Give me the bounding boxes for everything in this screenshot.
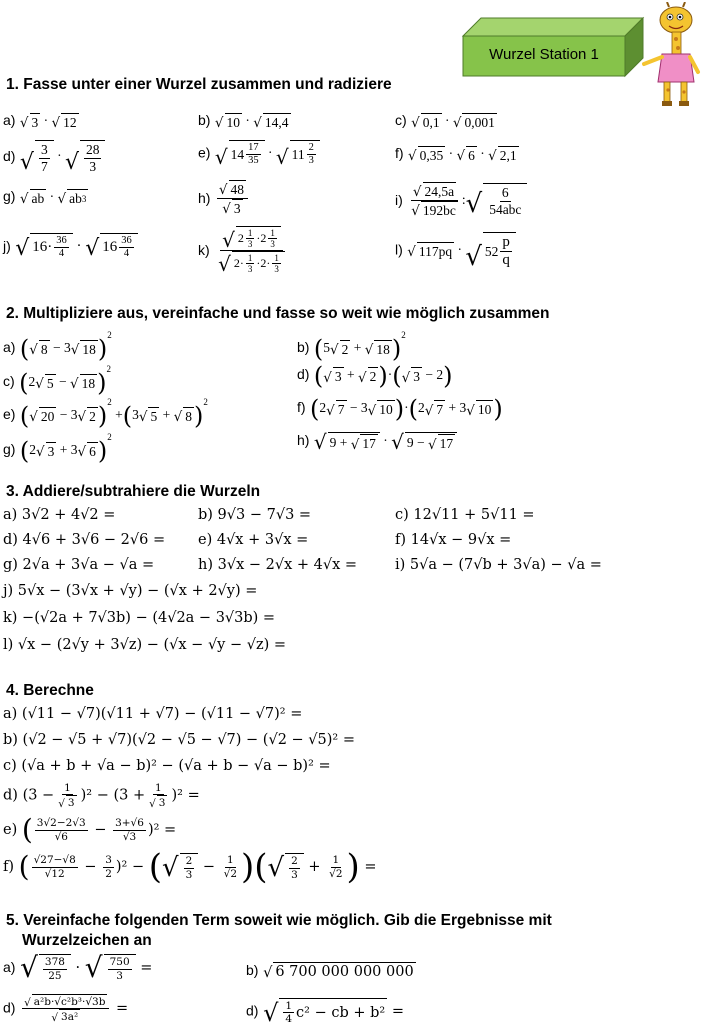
exercise-2b: b) (5 √ 2 + √ 18 )$^2$: [297, 330, 406, 363]
section-4-title: 4. Berechne: [6, 682, 94, 699]
section-1-title: 1. Fasse unter einer Wurzel zusammen und radiziere: [6, 76, 392, 93]
exercise-5d: d) √ $\frac{1}{4}$ c² − cb + b² =: [246, 999, 404, 1028]
exercise-2a: a) ( √ 8 − 3 √ 18 )$^2$: [3, 330, 112, 363]
header-title: Wurzel Station 1: [489, 46, 599, 63]
exercise-3j: j) 5√x − (3√x + √y) − (√x + 2√y) =: [3, 583, 258, 599]
exercise-3d: d) 4√6 + 3√6 − 2√6 =: [3, 532, 166, 548]
exercise-1d: d) √ $\frac{3}{7}$ · √ $\frac{28}{3}$: [3, 140, 105, 174]
exercise-1k: k) √ 2 $\frac{1}{3}$ · 2 $\frac{1}{3}$ √ 2 · $\frac{1}{3}$ · 2 · $\frac{1}{3}$: [198, 226, 289, 274]
exercise-1i: i) √ 24,5a √ 192bc : √ $\frac{6}{\text{54abc}}$: [395, 182, 527, 218]
exercise-1l: l) √ 117pq · √ 52 $\frac{p}{q}$: [395, 232, 516, 270]
exercise-3c: c) 12√11 + 5√11 =: [395, 507, 535, 523]
exercise-1f: f) √ 0,35 · √ 6 · √ 2,1: [395, 145, 517, 165]
exercise-2c: c) (2 √ 5 − √ 18 )$^2$: [3, 364, 111, 397]
exercise-2f: f) (2 √ 7 − 3 √ 10 )·(2 √ 7 + 3 √ 10 ): [297, 395, 503, 423]
exercise-4c: c) (√a + b + √a − b)² − (√a + b − √a − b)² =: [3, 758, 331, 774]
exercise-1e: e) √ 14 $\frac{17}{35}$ · √ 11 $\frac{2}{3}$: [198, 140, 320, 167]
exercise-3f: f) 14√x − 9√x =: [395, 532, 512, 548]
exercise-3a: a) 3√2 + 4√2 =: [3, 507, 116, 523]
exercise-5c: d) √ a²b·√c²b³·√3b √ 3a² =: [3, 996, 129, 1024]
exercise-4d: d) (3 − 1 √ 3 )² − (3 + 1 √ 3 )² =: [3, 782, 200, 810]
exercise-4f: f) ( $\frac{√27-√8}{√12}$ − $\frac{3}{2}$ )² − ( √ $\frac{2}{3}$ − $\frac{1}{√2}$ )( √ $\frac{2}{3}$ + $\frac{1}{√2}$ ) =: [3, 847, 377, 887]
exercise-1h: h) √ 48 √ 3: [198, 180, 250, 216]
exercise-1g: g) √ ab · √ ab 3: [3, 188, 87, 208]
exercise-2d: d) ( √ 3 + √ 2 )·( √ 3 − 2): [297, 362, 453, 390]
exercise-1a: a) √ 3 · √ 12: [3, 112, 77, 132]
section-5-title-line2: Wurzelzeichen an: [22, 932, 152, 949]
exercise-2h: h) √ 9 + √ 17 · √ 9 − √ 17: [297, 432, 457, 452]
exercise-2e: e) ( √ 20 − 3 √ 2 )$^2$ +(3 √ 5 + √ 8 )$^2$: [3, 397, 208, 430]
giraffe-mascot-icon: [636, 2, 702, 108]
section-2-title: 2. Multipliziere aus, vereinfache und fasse so weit wie möglich zusammen: [6, 305, 550, 322]
exercise-4b: b) (√2 − √5 + √7)(√2 − √5 − √7) − (√2 − √5)² =: [3, 732, 355, 748]
section-3-title: 3. Addiere/subtrahiere die Wurzeln: [6, 483, 261, 500]
exercise-4e: e) ( $\frac{3√2-2√3}{√6}$ − $\frac{3+√6}{√3}$ )² =: [3, 813, 177, 846]
exercise-1j: j) √ 16 · $\frac{36}{4}$ · √ 16 $\frac{36}{4}$: [3, 233, 138, 260]
exercise-2g: g) (2 √ 3 + 3 √ 6 )$^2$: [3, 432, 112, 465]
exercise-1b: b) √ 10 · √ 14,4: [198, 112, 289, 132]
exercise-4a: a) (√11 − √7)(√11 + √7) − (√11 − √7)² =: [3, 706, 303, 722]
exercise-3i: i) 5√a − (7√b + 3√a) − √a =: [395, 557, 602, 573]
section-5-title: 5. Vereinfache folgenden Term soweit wie möglich. Gib die Ergebnisse mit: [6, 912, 552, 929]
exercise-3k: k) −(√2a + 7√3b) − (4√2a − 3√3b) =: [3, 610, 276, 626]
exercise-5a: a) √ $\frac{378}{25}$ · √ $\frac{750}{3}$ =: [3, 951, 153, 984]
exercise-3g: g) 2√a + 3√a − √a =: [3, 557, 155, 573]
exercise-5b: b) √ 6 700 000 000 000: [246, 962, 414, 981]
exercise-3h: h) 3√x − 2√x + 4√x =: [198, 557, 358, 573]
exercise-3e: e) 4√x + 3√x =: [198, 532, 309, 548]
exercise-1c: c) √ 0,1 · √ 0,001: [395, 112, 495, 132]
exercise-3b: b) 9√3 − 7√3 =: [198, 507, 312, 523]
exercise-3l: l) √x − (2√y + 3√z) − (√x − √y − √z) =: [3, 637, 287, 653]
